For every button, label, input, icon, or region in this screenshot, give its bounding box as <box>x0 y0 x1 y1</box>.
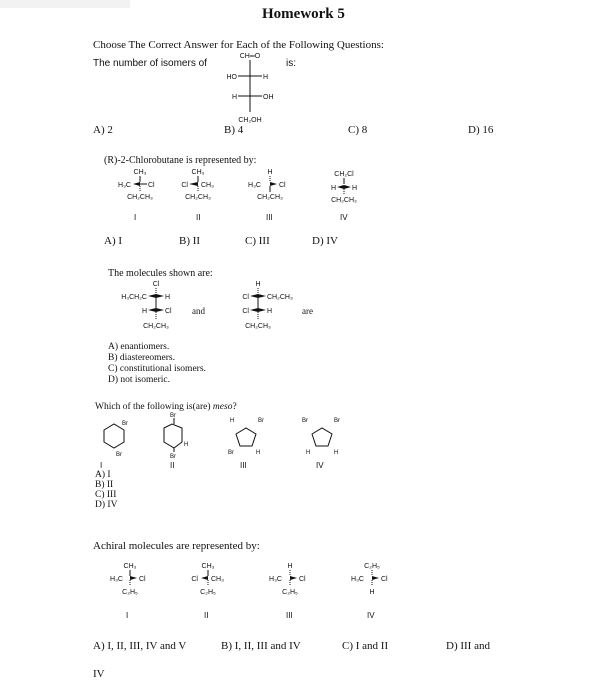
q4-option-a[interactable]: A) I <box>95 470 111 480</box>
q1-right2: OH <box>263 94 274 101</box>
q2-option-d[interactable]: D) IV <box>312 235 338 247</box>
q2-label-i: I <box>134 213 137 222</box>
q1-bottom-group: CH₂OH <box>238 117 262 124</box>
svg-text:Br: Br <box>228 450 234 456</box>
q4-label-i: I <box>100 461 103 470</box>
q1-right1: H <box>263 74 269 81</box>
q4-prompt: Which of the following is(are) meso? <box>95 402 237 412</box>
svg-text:Cl: Cl <box>191 576 198 583</box>
q4-option-c[interactable]: C) III <box>95 490 117 500</box>
svg-text:CH₃: CH₃ <box>201 182 214 189</box>
svg-text:Br: Br <box>170 454 176 460</box>
svg-text:H₃CH₂C: H₃CH₂C <box>121 294 147 301</box>
q3-prompt: The molecules shown are: <box>108 268 213 279</box>
svg-text:H: H <box>141 308 147 315</box>
svg-text:CH₃: CH₃ <box>191 169 205 176</box>
q5-option-a[interactable]: A) I, II, III, IV and V <box>93 640 187 652</box>
q1-prompt: The number of isomers of <box>93 58 207 69</box>
q2-mol-ii <box>181 169 214 222</box>
svg-text:Br: Br <box>122 421 128 427</box>
svg-text:Cl: Cl <box>242 294 249 301</box>
top-bar <box>0 0 130 8</box>
svg-text:H: H <box>369 589 375 596</box>
q2-prompt: (R)-2-Chlorobutane is represented by: <box>104 155 257 166</box>
svg-text:H: H <box>255 281 261 288</box>
q1-prompt-end: is: <box>286 58 296 69</box>
q4-mol-iv <box>302 418 340 456</box>
q4-options <box>95 470 117 510</box>
q1-option-a[interactable]: A) 2 <box>93 124 113 136</box>
q2-mol-iii <box>248 169 286 222</box>
svg-text:Br: Br <box>334 418 340 424</box>
svg-text:H: H <box>334 450 339 456</box>
svg-text:H₃C: H₃C <box>110 576 123 583</box>
svg-text:Br: Br <box>302 418 308 424</box>
svg-text:H₃C: H₃C <box>118 182 131 189</box>
q4-label-iv: IV <box>316 461 324 470</box>
svg-text:Cl: Cl <box>181 182 188 189</box>
page-title: Homework 5 <box>262 6 345 22</box>
q3-option-d[interactable]: D) not isomeric. <box>108 375 171 385</box>
q1-top-group: CH═O <box>239 53 261 60</box>
svg-text:C₂H₅: C₂H₅ <box>364 563 380 570</box>
q1-option-c[interactable]: C) 8 <box>348 124 368 136</box>
svg-text:CH₂CH₃: CH₂CH₃ <box>245 323 271 330</box>
q4-option-d[interactable]: D) IV <box>95 500 118 510</box>
svg-text:H: H <box>267 169 273 176</box>
q3-option-c[interactable]: C) constitutional isomers. <box>108 364 206 374</box>
q4-mol-iii <box>228 418 264 456</box>
svg-text:Cl: Cl <box>148 182 155 189</box>
q4-option-b[interactable]: B) II <box>95 480 114 490</box>
q5-option-b[interactable]: B) I, II, III and IV <box>221 640 301 652</box>
svg-text:Cl: Cl <box>299 576 306 583</box>
svg-text:Cl: Cl <box>381 576 388 583</box>
q1-left2: H <box>231 94 237 101</box>
q1-left1: HO <box>226 74 237 81</box>
svg-text:CH₂CH₃: CH₂CH₃ <box>127 194 153 201</box>
svg-text:CH₂CH₃: CH₂CH₃ <box>257 194 283 201</box>
svg-text:H₃C: H₃C <box>351 576 364 583</box>
svg-text:C₂H₅: C₂H₅ <box>122 589 138 596</box>
q2-label-iii: III <box>266 213 273 222</box>
svg-text:C₂H₅: C₂H₅ <box>282 589 298 596</box>
svg-text:Br: Br <box>258 418 264 424</box>
q5-option-c[interactable]: C) I and II <box>342 640 389 652</box>
q5-prompt: Achiral molecules are represented by: <box>93 540 260 552</box>
q5-mol-i <box>110 563 146 620</box>
svg-text:CH₃: CH₃ <box>133 169 147 176</box>
q5-mol-ii <box>191 563 224 620</box>
q3-mol-a <box>121 281 172 330</box>
svg-text:H₃C: H₃C <box>269 576 282 583</box>
svg-text:CH₂CH₃: CH₂CH₃ <box>143 323 169 330</box>
svg-text:H: H <box>256 450 261 456</box>
svg-text:Cl: Cl <box>165 308 172 315</box>
svg-text:H: H <box>306 450 311 456</box>
svg-text:Cl: Cl <box>279 182 286 189</box>
q2-structures <box>100 166 360 230</box>
q1-option-b[interactable]: B) 4 <box>224 124 244 136</box>
q5-label-iv: IV <box>367 611 375 620</box>
q3-are: are <box>302 306 313 316</box>
q2-mol-iv <box>331 171 357 222</box>
svg-text:H₃C: H₃C <box>248 182 261 189</box>
q3-mol-b <box>242 281 293 330</box>
svg-text:H: H <box>330 185 336 192</box>
svg-text:Cl: Cl <box>139 576 146 583</box>
q5-label-iii: III <box>286 611 293 620</box>
svg-text:CH₃: CH₃ <box>201 563 215 570</box>
q5-mol-iv <box>351 563 388 620</box>
svg-text:H: H <box>267 308 273 315</box>
svg-text:CH₂CH₃: CH₂CH₃ <box>185 194 211 201</box>
q5-mol-iii <box>269 563 306 620</box>
q4-label-iii: III <box>240 461 247 470</box>
svg-text:H: H <box>287 563 293 570</box>
svg-text:Cl: Cl <box>152 281 160 288</box>
instructions: Choose The Correct Answer for Each of the Following Questions: <box>93 39 384 51</box>
q5-label-ii: II <box>204 611 209 620</box>
q3-options <box>108 342 206 386</box>
q5-label-i: I <box>126 611 129 620</box>
q1-option-d[interactable]: D) 16 <box>468 124 494 136</box>
q5-option-d-wrap: IV <box>93 668 105 680</box>
svg-text:H: H <box>230 418 235 424</box>
q2-mol-i <box>118 169 155 222</box>
svg-text:CH₂Cl: CH₂Cl <box>334 171 354 178</box>
q5-option-d[interactable]: D) III and <box>446 640 490 652</box>
svg-text:H: H <box>184 442 189 448</box>
q3-option-a[interactable]: A) enantiomers. <box>108 342 170 352</box>
svg-text:CH₃: CH₃ <box>211 576 224 583</box>
q4-structures <box>90 412 370 474</box>
svg-text:CH₃: CH₃ <box>123 563 137 570</box>
svg-text:H: H <box>352 185 358 192</box>
svg-text:Br: Br <box>170 413 176 419</box>
q3-option-b[interactable]: B) diastereomers. <box>108 353 176 363</box>
q2-option-b[interactable]: B) II <box>179 235 201 247</box>
svg-text:CH₂CH₃: CH₂CH₃ <box>331 197 357 204</box>
q2-label-ii: II <box>196 213 201 222</box>
q4-mol-i <box>104 421 128 458</box>
svg-text:CH₂CH₃: CH₂CH₃ <box>267 294 293 301</box>
q2-option-c[interactable]: C) III <box>245 235 270 247</box>
q1-fischer-projection <box>210 50 290 140</box>
q3-and: and <box>192 306 205 316</box>
q5-structures <box>90 560 410 622</box>
q2-label-iv: IV <box>340 213 348 222</box>
q2-option-a[interactable]: A) I <box>104 235 123 247</box>
svg-text:H: H <box>165 294 171 301</box>
svg-text:Br: Br <box>116 452 122 458</box>
q4-label-ii: II <box>170 461 175 470</box>
q4-mol-ii <box>164 413 188 460</box>
svg-text:C₂H₅: C₂H₅ <box>200 589 216 596</box>
svg-text:Cl: Cl <box>242 308 249 315</box>
